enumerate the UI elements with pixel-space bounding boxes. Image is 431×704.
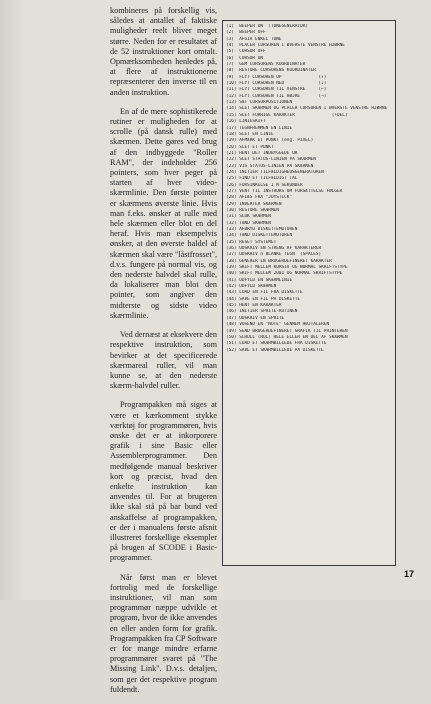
listing-row: (18) SLET EN LINIE <box>226 131 274 137</box>
listing-row: (20) SLET ET PUNKT <box>226 144 274 150</box>
listing-row: (40) SKIFT MELLEM 2001 OG NORMAL SKRIFTSTYPE <box>226 271 343 277</box>
listing-row: (5) CURSOR OFF <box>226 49 266 55</box>
listing-row: (13) SÆT CURSORPOSITIONEN <box>226 100 293 106</box>
listing-row: (48) VOSEND EN "NOTE" GENNEM HØJTALEREN <box>226 322 330 328</box>
listing-row: (30) RESTORE SKÆRMEN <box>226 207 279 213</box>
article-paragraph-4: Programpakken må siges at være et kærkomment stykke værktøj for programmøren, hvis ønske det er at inkorporere grafik i sine Basic eller Assemblerprogrammer. Den medfølgende manual beskriver kort og præcist, hvad den enkelte instruktion kan anvendes til. For at brugeren ikke skal stå på bar bund ved anskaffelse af programpakken, er der i manualens første afsnit illustreret forskellige eksempler på brugen af SCODE i Basic-programmer. <box>110 400 217 563</box>
listing-row: (41) UDFYLD EN SKÆRMLINIE <box>226 277 293 283</box>
listing-row: (49) SEND BRUGERDEFINERET GRAFIK TIL PRINTEREN <box>226 328 348 334</box>
listing-row: (9) FLYT CURSOREN OP (↑) <box>226 74 327 80</box>
listing-row: (19) AFMÆRK ET PUNKT (eng. PIXEL) <box>226 138 314 144</box>
article-column <box>110 6 217 704</box>
listing-row: (39) SKIFT MELLEM KURSIV OG NORMAL SKRIFTSTYPE <box>226 265 348 271</box>
listing-row: (27) VENT TIL INSTRUKS OM FORSÆTTELSE FØLGER <box>226 188 343 194</box>
listing-row: (31) SLUK SKÆRMEN <box>226 214 271 220</box>
listing-row: (2) BEEPER OFF <box>226 30 266 36</box>
listing-row: (34) TÆND DISKETTEMOTOREN <box>226 233 293 239</box>
listing-row: (25) FIND ET TILFÆLDIGT TAL <box>226 176 298 182</box>
listing-row: (43) LOAD EN FIL FRA DISKETTE <box>226 290 303 296</box>
listing-row: (29) INVERTER SKÆRMEN <box>226 201 282 207</box>
listing-row: (52) SAVE ET SKÆRMBILLEDE PÅ DISKETTE <box>226 347 324 353</box>
listing-row: (10) FLYT CURSOREN NED (↓) <box>226 81 327 87</box>
listing-row: (47) UDSKRIV EN SPRITE <box>226 315 285 321</box>
listing-row: (1) BEEPER ON (TONEGENERATOR) <box>226 24 308 29</box>
listing-row: (8) RESTORE CURSORENS KOORDINATER <box>226 68 316 74</box>
listing-row: (50) SCROLL (RUL) HELE ELLER EN DEL AF SKÆRMEN <box>226 334 348 340</box>
listing-row: (7) GEM CURSORENS KOORDINATER <box>226 62 306 68</box>
listing-row: (21) HENT DET INDBYGGEDE UR <box>226 150 298 156</box>
article-paragraph-1: kombineres på forskellig vis, således at antallet af faktiske muligheder reelt bliver meget større. Neden for er resultatet af de 52 instruktioner kort omtalt. Opmærksomheden henledes på, at flere af instruktionerne repræsenterer den inverse til en anden instruktion. <box>110 6 217 97</box>
listing-row: (42) UDFYLD SKÆRMEN <box>226 284 277 290</box>
listing-row: (26) FORSINKELSE I N SEKUNDER <box>226 182 303 188</box>
listing-row: (44) SAVE EN FIL PÅ DISKETTE <box>226 296 301 302</box>
listing-row: (15) SLET FORRIGE KARAKTER (+DEL) <box>226 112 348 118</box>
listing-row: (35) RESET SYSTEMET <box>226 239 277 245</box>
listing-row: (28) AFLÆS FRA "JOYSTICK" <box>226 195 293 201</box>
page-number: 17 <box>404 569 415 579</box>
listing-row: (38) GENERER EN BRUGERDEFINERET KARAKTER <box>226 258 332 264</box>
listing-row: (14) SLET SKÆRMEN OG PLACER CURSOREN I ØVERSTE VENSTRE HJØRNE <box>226 106 388 112</box>
listing-row: (22) SLET STATUS-LINIEN PÅ SKÆRMEN <box>226 157 316 163</box>
listing-row: (45) HENT EN KARAKTER <box>226 303 282 309</box>
listing-row: (37) UDSKRIV n BLANKE TEGN (SPACES) <box>226 252 322 258</box>
listing-row: (33) AFBRYD DISKETTEMOTOREN <box>226 227 298 232</box>
instruction-listing-box <box>222 20 396 566</box>
listing-row: (16) LINIESKIFT <box>226 119 266 125</box>
listing-row: (17) TEGNFREMMEN EN LINIE <box>226 125 293 131</box>
article-paragraph-3: Ved dernæst at eksekvere den respektive instruktion, som bevirker at det specificerede skærmareal ruller, vil man kunne se, at den nederste skærm-halvdel ruller. <box>110 330 217 391</box>
listing-row: (4) PLACER CURSOREN I ØVERSTE VENSTRE HJØRNE <box>226 43 345 49</box>
listing-row: (24) INITIER TILFÆLDIGHEDSGENERATOREN <box>226 169 324 175</box>
listing-row: (11) FLYT CURSOREN TIL VENSTRE (←) <box>226 87 327 93</box>
listing-row: (51) LOAD ET SKÆRMBILLEDE FRA DISKETTE <box>226 341 327 347</box>
listing-row: (32) TÆND SKÆRMEN <box>226 220 271 226</box>
listing-row: (36) UDSKRIV EN STRENG AF KARAKTERER <box>226 246 322 252</box>
article-paragraph-2: En af de mere sophistikerede rutiner er muligheden for at scrolle (på dansk rulle) med skærmen. Dette gøres ved brug af den indbyggede "Roller RAM", der indeholder 256 pointers, som hver peger på starten af hver video-skærmlinie. Den første pointer er skærmens øverste linie. Hvis man f.eks. ønsker at rulle med hele skærmen eller blot en del heraf. Hvis man eksempelvis ønsker, at den øverste haldel af skærmen skal være "låstfrosset", d.v.s. fungere på normal vis, og den nederste halvdel skal rulle, da lokaliserer man blot den pointer, som angiver den midterste og sidste video skærmlinie. <box>110 106 217 320</box>
listing-row: (3) AFGIV ENKEL TONE <box>226 36 282 42</box>
listing-row: (46) INITIER SPRITE-RUTINEN <box>226 309 298 315</box>
listing-row: (6) CURSOR ON <box>226 55 264 61</box>
listing-row: (12) FLYT CURSOREN TIL HØJRE (→) <box>226 93 327 99</box>
listing-row: (23) VIS STATUS-LINIEN PÅ SKÆRMEN <box>226 163 314 169</box>
article-paragraph-5: Når først man er blevet fortrolig med de forskellige instruktioner, vil man som programmør næppe udvikle et program, hvor de ikke anvendes en eller anden form for grafik. Programpakken fra CP Software er for mange mindre erfarne programmører svaret på "The Missing Link". D.v.s. detaljen, som ger det respektive program fuldendt. <box>110 572 217 694</box>
